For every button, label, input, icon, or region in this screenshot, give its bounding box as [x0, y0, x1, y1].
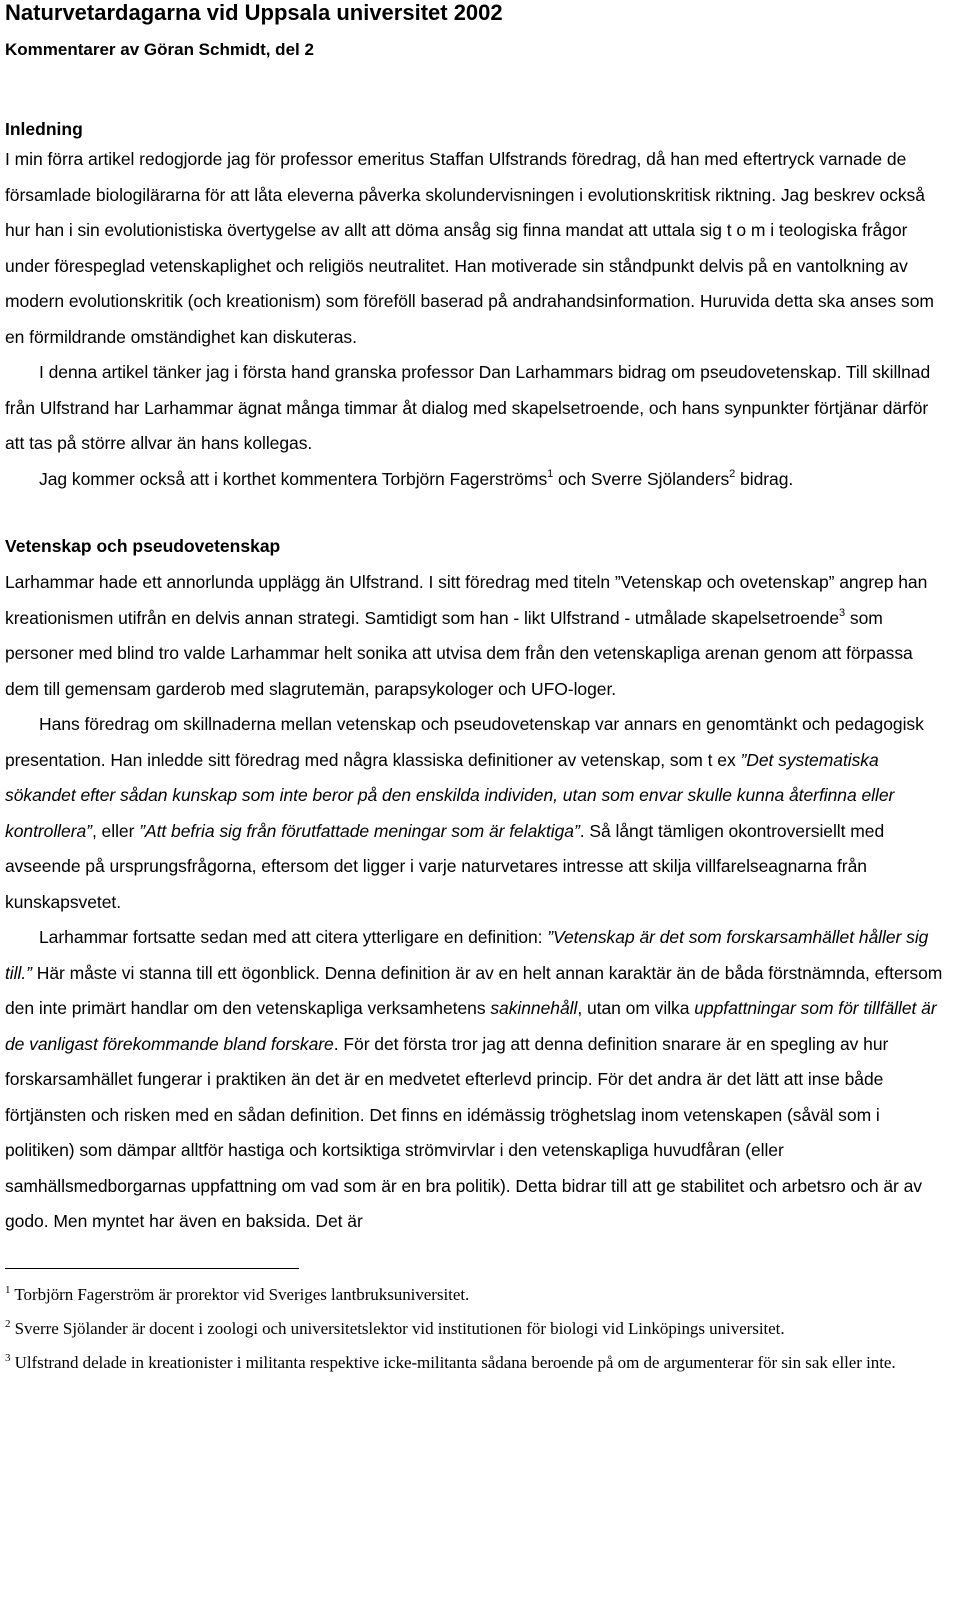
footnote — [5, 1283, 945, 1306]
text-run: . Så långt tämligen okontroversiellt med avseende på ursprungsfrågorna, eftersom det ligger i varje naturvetares intresse att skilja villfarelseagnarna från kunskapsvetet. — [5, 820, 885, 912]
footnote-ref[interactable]: 2 — [729, 467, 736, 480]
section-body-inledning — [5, 142, 945, 497]
footnote — [5, 1351, 945, 1374]
emphasis-italic: uppfattningar som för tillfället är de vanligast förekommande bland forskare — [5, 998, 937, 1054]
document-title: Naturvetardagarna vid Uppsala universitet 2002 — [5, 0, 503, 25]
text-run: Larhammar hade ett annorlunda upplägg än Ulfstrand. I sitt föredrag med titeln ”Vetenskap och ovetenskap” angrep han kreationismen utifrån en delvis annan strategi. Samtidigt som han - likt Ulfstrand - utmålade skapelsetroende — [5, 572, 928, 628]
section-heading-vetenskap: Vetenskap och pseudovetenskap — [5, 536, 281, 556]
footnote-text: Torbjörn Fagerström är prorektor vid Sveriges lantbruksuniversitet. — [14, 1284, 470, 1304]
text-run: som personer med blind tro valde Larhammar helt sonika att utvisa dem från den vetenskapliga arenan genom att förpassa dem till gemensam garderob med slagrutemän, parapsykologer och UFO-loger. — [5, 607, 913, 699]
paragraph — [5, 920, 945, 1240]
text-run: . För det första tror jag att denna definition snarare är en spegling av hur forskarsamhället fungerar i praktiken än det är en medvetet efterlevd princip. För det andra är det lätt att inse både förtjänsten och risken med en sådan definition. Det finns en idémässig tröghetslag inom vetenskapen (såväl som i politiken) som dämpar alltför hastiga och kortsiktiga strömvirvlar i den vetenskapliga huvudfåran (eller samhällsmedborgarnas uppfattning om vad som är en bra politik). Detta bidrar till att ge stabilitet och arbetsro och är av godo. Men myntet har även en baksida. Det är — [5, 1033, 923, 1231]
paragraph — [5, 565, 945, 707]
footnote-number: 1 — [5, 1283, 11, 1296]
document-subtitle: Kommentarer av Göran Schmidt, del 2 — [5, 40, 314, 59]
paragraph — [5, 707, 945, 920]
document-page — [5, 0, 945, 1385]
footnote-number: 3 — [5, 1351, 11, 1364]
section-body-vetenskap — [5, 565, 945, 1240]
paragraph: I min förra artikel redogjorde jag för professor emeritus Staffan Ulfstrands föredrag, då han med eftertryck varnade de församlade biologilärarna för att låta eleverna påverka skolundervisningen i evolutionskritisk riktning. Jag beskrev också hur han i sin evolutionistiska övertygelse av allt att döma ansåg sig finna mandat att uttala sig t o m i teologiska frågor under förespeglad vetenskaplighet och religiös neutralitet. Han motiverade sin ståndpunkt delvis på en vantolkning av modern evolutionskritik (och kreationism) som föreföll baserad på andrahandsinformation. Huruvida detta ska anses som en förmildrande omständighet kan diskuteras. — [5, 149, 934, 347]
footnote-text: Ulfstrand delade in kreationister i militanta respektive icke-militanta sådana beroende på om de argumenterar för sin sak eller inte. — [14, 1352, 896, 1372]
footnote-divider — [5, 1268, 299, 1269]
paragraph: I denna artikel tänker jag i första hand granska professor Dan Larhammars bidrag om pseudovetenskap. Till skillnad från Ulfstrand har Larhammar ägnat många timmar åt dialog med skapelsetroende, och hans synpunkter förtjänar därför att tas på större allvar än hans kollegas. — [5, 362, 931, 453]
quote-italic: ”Att befria sig från förutfattade meningar som är felaktiga” — [139, 820, 580, 841]
text-run: och Sverre Sjölanders — [553, 468, 730, 489]
section-heading-inledning: Inledning — [5, 119, 83, 139]
text-run: Larhammar fortsatte sedan med att citera ytterligare en definition: — [39, 927, 548, 947]
text-run: , eller — [91, 820, 140, 841]
emphasis-italic: sakinnehåll — [490, 998, 578, 1018]
footnote-text: Sverre Sjölander är docent i zoologi och universitetslektor vid institutionen för biologi vid Linköpings universitet. — [14, 1318, 785, 1338]
footnote-number: 2 — [5, 1317, 11, 1330]
quote-italic: ”Det systematiska sökandet efter sådan kunskap som inte beror på den enskilda individen, utan som envar skulle kunna återfinna eller kontrollera” — [5, 749, 895, 841]
quote-italic: ”Vetenskap är det som forskarsamhället håller sig till.” — [5, 927, 929, 983]
text-run: Hans föredrag om skillnaderna mellan vetenskap och pseudovetenskap var annars en genomtänkt och pedagogisk presentation. Han inledde sitt föredrag med några klassiska definitioner av vetenskap, som t ex — [5, 714, 924, 770]
paragraph — [5, 462, 945, 498]
text-run: Jag kommer också att i korthet kommentera Torbjörn Fagerströms — [39, 468, 548, 489]
footnote-ref[interactable]: 1 — [547, 467, 554, 480]
text-run: , utan om vilka — [577, 998, 695, 1018]
footnotes — [5, 1283, 945, 1374]
text-run: Här måste vi stanna till ett ögonblick. Denna definition är av en helt annan karaktär än de båda förstnämnda, eftersom den inte primärt handlar om den vetenskapliga verksamhetens — [5, 962, 943, 1018]
text-run: bidrag. — [735, 468, 794, 489]
footnote — [5, 1317, 945, 1340]
footnote-ref[interactable]: 3 — [839, 606, 846, 619]
